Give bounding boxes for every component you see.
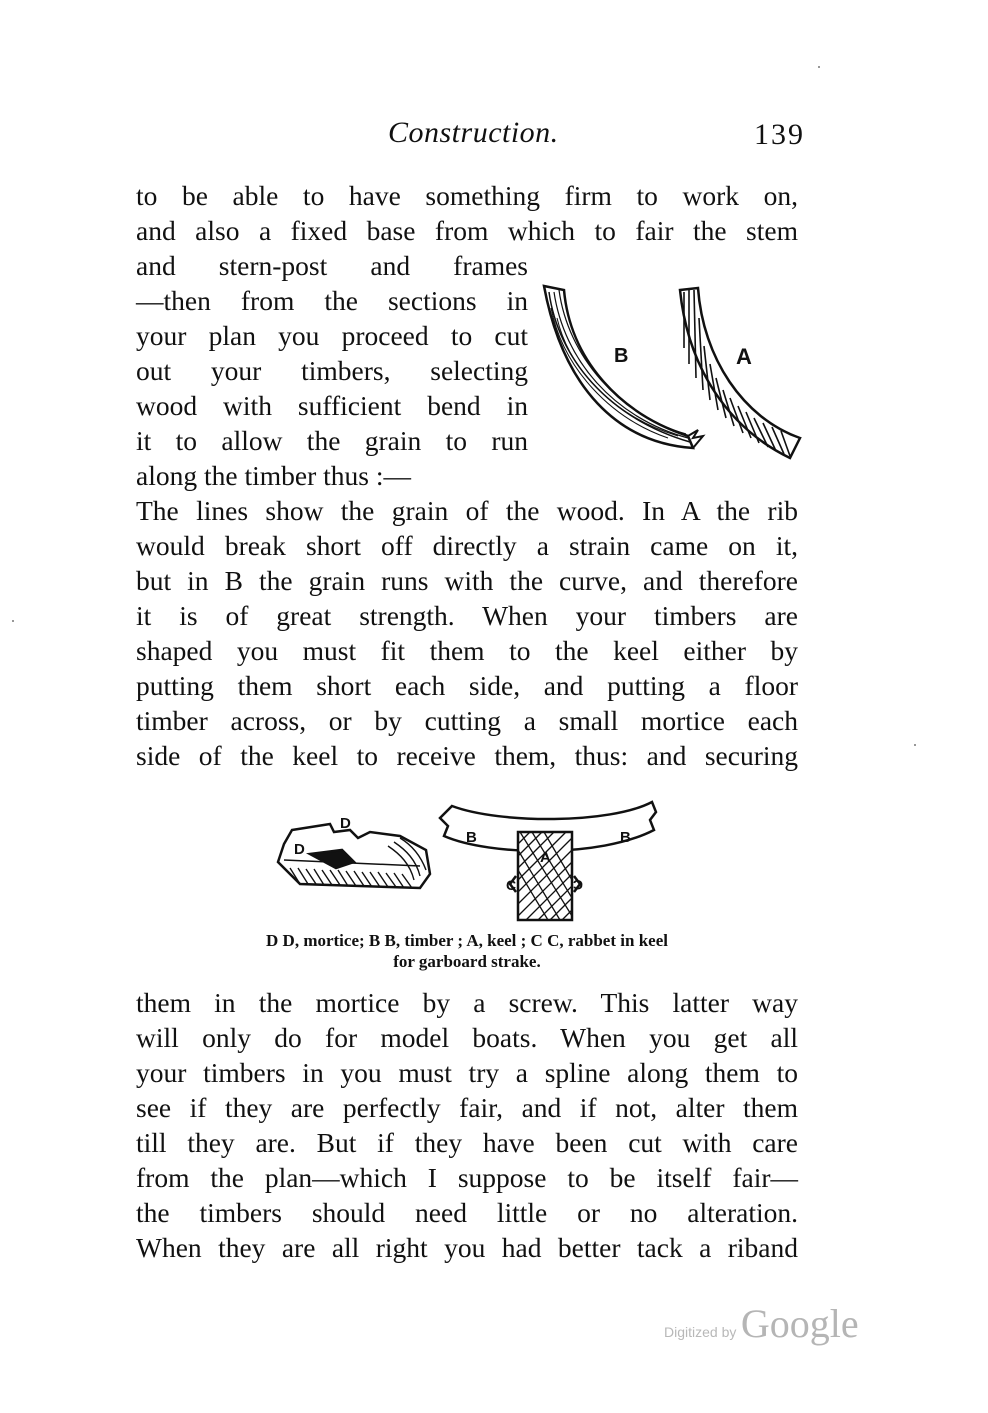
text-line: them in the mortice by a screw. This latter way [136, 987, 798, 1018]
figure-caption-line: D D, mortice; B B, timber ; A, keel ; C C, rabbet in keel [266, 931, 668, 950]
figure-label-a: A [736, 344, 752, 369]
timber-b-shape [544, 286, 703, 448]
text-line: along the timber thus :— [136, 460, 411, 491]
text-line: will only do for model boats. When you get all [136, 1022, 798, 1053]
figure-label-a-keel: A [540, 849, 551, 866]
figure-label-d-left: D [294, 841, 305, 858]
figure-label-c-left: C [506, 877, 517, 893]
text-line: the timbers should need little or no alteration. [136, 1197, 798, 1228]
text-line: from the plan—which I suppose to be itself fair— [136, 1162, 798, 1193]
figure-label-d-top: D [340, 815, 351, 832]
text-line: —then from the sections in [136, 285, 528, 316]
watermark-brand: Google [740, 1301, 859, 1346]
text-line: putting them short each side, and putting a floor [136, 670, 798, 701]
figure-caption-line: for garboard strake. [393, 952, 541, 971]
scan-speck [12, 620, 14, 622]
digitized-watermark [664, 1300, 859, 1347]
text-line: out your timbers, selecting [136, 355, 528, 386]
text-line: see if they are perfectly fair, and if not, alter them [136, 1092, 798, 1123]
watermark-prefix: Digitized by [664, 1324, 737, 1340]
scan-speck [914, 744, 916, 746]
keel-shape [510, 832, 580, 920]
text-line: and also a fixed base from which to fair the stem [136, 215, 798, 246]
text-line: your plan you proceed to cut [136, 320, 528, 351]
text-line: The lines show the grain of the wood. In A the rib [136, 495, 798, 526]
figure-label-b: B [614, 345, 629, 367]
figure-label-c-right: C [572, 877, 583, 893]
text-line: till they are. But if they have been cut with care [136, 1127, 798, 1158]
text-line: it to allow the grain to run [136, 425, 528, 456]
running-title: Construction. [388, 116, 559, 149]
timber-grain-illustration [538, 278, 808, 478]
mortice-keel-illustration [270, 794, 670, 928]
figure-label-b-right: B [620, 829, 631, 846]
text-line: your timbers in you must try a spline along them to [136, 1057, 798, 1088]
text-line: but in B the grain runs with the curve, and therefore [136, 565, 798, 596]
text-line: and stern-post and frames [136, 250, 528, 281]
timber-a-shape [680, 288, 800, 458]
text-line: to be able to have something firm to work on, [136, 180, 798, 211]
text-line: When they are all right you had better tack a riband [136, 1232, 798, 1263]
text-line: it is of great strength. When your timbers are [136, 600, 798, 631]
figure-label-b-left: B [466, 829, 477, 846]
text-line: timber across, or by cutting a small mortice each [136, 705, 798, 736]
text-line: wood with sufficient bend in [136, 390, 528, 421]
text-line: side of the keel to receive them, thus: and securing [136, 740, 798, 771]
text-line: would break short off directly a strain came on it, [136, 530, 798, 561]
text-line: shaped you must fit them to the keel either by [136, 635, 798, 666]
page-number: 139 [754, 118, 805, 151]
scan-speck [818, 66, 820, 68]
